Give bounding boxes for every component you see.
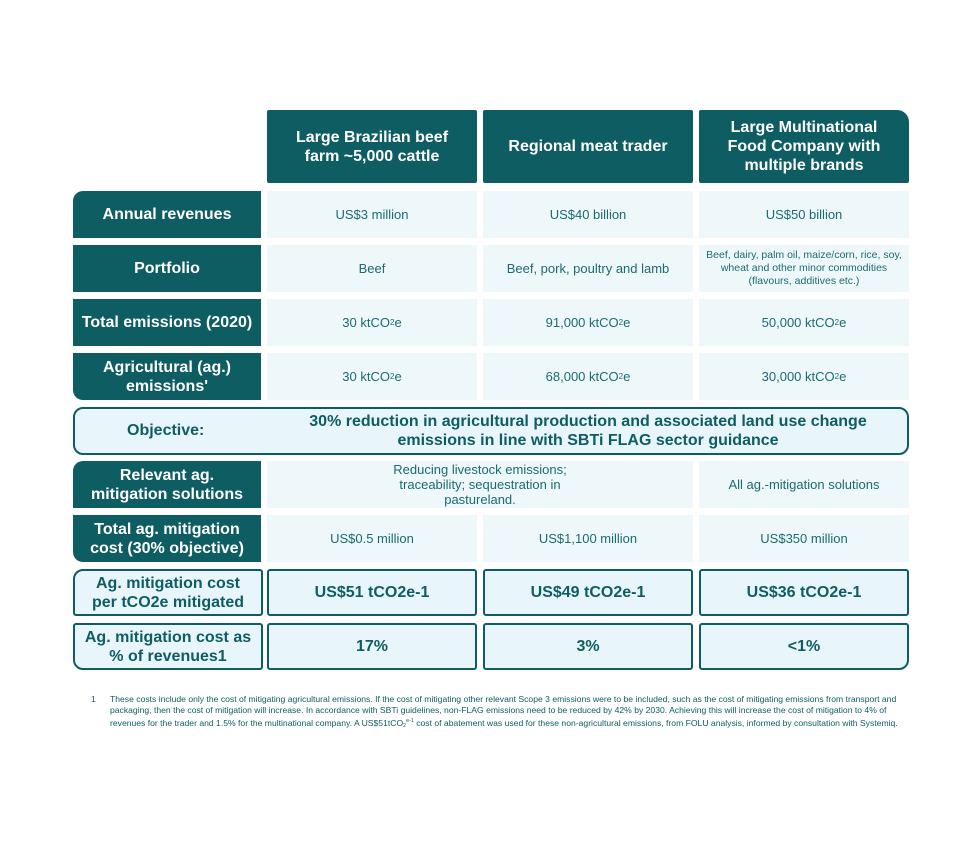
portfolio-meat-trader: Beef, pork, poultry and lamb: [483, 245, 693, 292]
footnote-number: 1: [91, 694, 96, 704]
column-header-meat-trader: Regional meat trader: [483, 110, 693, 183]
mitigation-solutions-multinational: All ag.-mitigation solutions: [699, 461, 909, 508]
cost-per-t-multinational: US$36 tCO2e-1: [699, 569, 909, 616]
cost-per-t-beef-farm: US$51 tCO2e-1: [267, 569, 477, 616]
ag-emissions-meat-trader: 68,000 ktCO 2 e: [483, 353, 693, 400]
row-label-total-cost: Total ag. mitigation cost (30% objective): [73, 515, 261, 562]
cost-pct-meat-trader: 3%: [483, 623, 693, 670]
column-header-beef-farm: Large Brazilian beef farm ~5,000 cattle: [267, 110, 477, 183]
ag-emissions-multinational: 30,000 ktCO 2 e: [699, 353, 909, 400]
row-label-cost-per-t: Ag. mitigation cost per tCO2e mitigated: [73, 569, 263, 616]
total-cost-multinational: US$350 million: [699, 515, 909, 562]
portfolio-beef-farm: Beef: [267, 245, 477, 292]
annual-revenues-beef-farm: US$3 million: [267, 191, 477, 238]
portfolio-multinational: Beef, dairy, palm oil, maize/corn, rice, soy, wheat and other minor commodities (flavours, additives etc.): [699, 245, 909, 292]
annual-revenues-multinational: US$50 billion: [699, 191, 909, 238]
cost-pct-beef-farm: 17%: [267, 623, 477, 670]
ag-emissions-beef-farm: 30 ktCO 2 e: [267, 353, 477, 400]
footnote-text: These costs include only the cost of mitigating agricultural emissions. If the cost of mitigating other relevant Scope 3 emissions were to be included, such as the cost of mitigating emissions from transport and packaging, then the cost of mitigation will increase. In accordance with SBTi guidelines, non-FLAG emissions need to be reduced by 42% by 2030. Achieving this will increase the cost of mitigation to 4% of revenues for the trader and 1.5% for the multinational company. A US$51tCO$_2^{e-1}$ cost of abatement was used for these non-agricultural emissions, from FOLU analysis, informed by consultation with Systemiq.: [110, 694, 898, 730]
row-label-portfolio: Portfolio: [73, 245, 261, 292]
cost-pct-multinational: <1%: [699, 623, 909, 670]
row-label-mitigation-solutions: Relevant ag. mitigation solutions: [73, 461, 261, 508]
mitigation-solutions-merged: Reducing livestock emissions; traceability; sequestration in pastureland.: [267, 461, 693, 508]
total-emissions-multinational: 50,000 ktCO 2 e: [699, 299, 909, 346]
column-header-multinational: Large Multinational Food Company with multiple brands: [699, 110, 909, 183]
objective-text: 30% reduction in agricultural production and associated land use change emissions in line with SBTi FLAG sector guidance: [309, 413, 867, 449]
row-label-total-emissions: Total emissions (2020): [73, 299, 261, 346]
row-label-annual-revenues: Annual revenues: [73, 191, 261, 238]
objective-banner: [73, 407, 909, 455]
total-cost-meat-trader: US$1,100 million: [483, 515, 693, 562]
annual-revenues-meat-trader: US$40 billion: [483, 191, 693, 238]
objective-label: Objective:: [127, 422, 205, 439]
row-label-ag-emissions: Agricultural (ag.) emissions': [73, 353, 261, 400]
total-emissions-beef-farm: 30 ktCO 2 e: [267, 299, 477, 346]
total-cost-beef-farm: US$0.5 million: [267, 515, 477, 562]
cost-per-t-meat-trader: US$49 tCO2e-1: [483, 569, 693, 616]
row-label-cost-pct: Ag. mitigation cost as % of revenues1: [73, 623, 263, 670]
total-emissions-meat-trader: 91,000 ktCO 2 e: [483, 299, 693, 346]
